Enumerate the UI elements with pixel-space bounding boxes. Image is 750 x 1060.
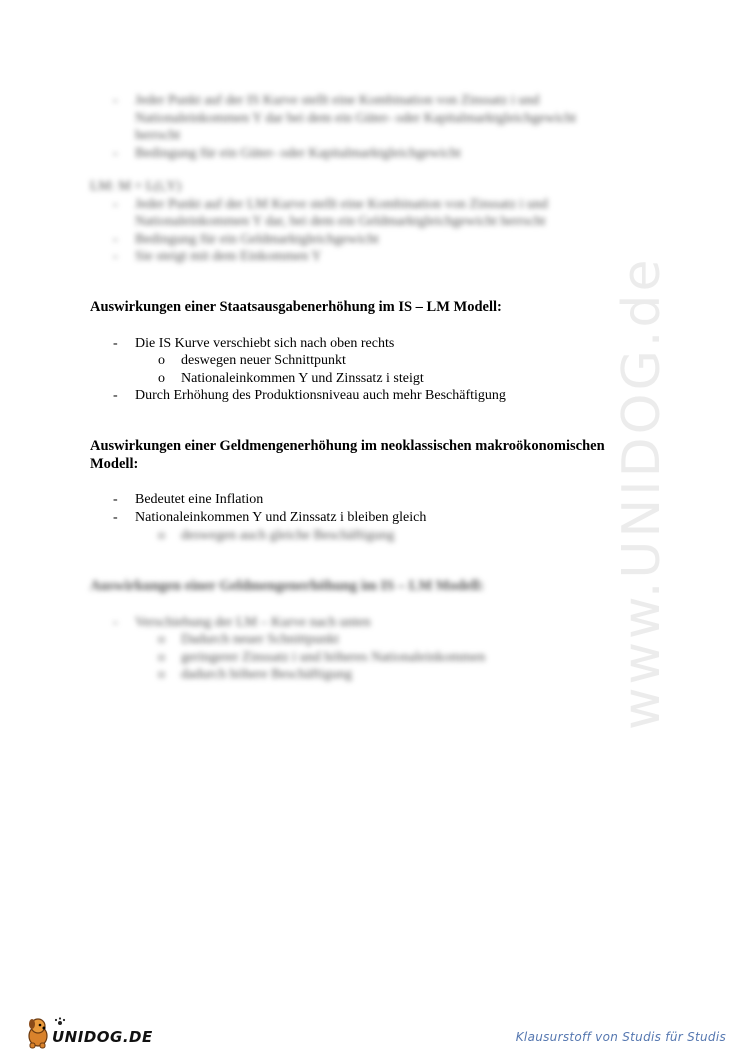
circle-marker: o [158, 667, 165, 682]
circle-marker: o [158, 371, 165, 386]
unidog-logo[interactable] [22, 1012, 162, 1052]
blurred-text-line: Jeder Punkt auf der IS Kurve stellt eine Kombination von Zinssatz i und [135, 93, 540, 108]
blurred-section-heading: Auswirkungen einer Geldmengenerhöhung im IS – LM Modell: [90, 578, 485, 594]
section-heading: Auswirkungen einer Staatsausgabenerhöhung im IS – LM Modell: [90, 299, 502, 315]
dash-marker: - [113, 249, 118, 264]
blurred-text-line: Sie steigt mit dem Einkommen Y [135, 249, 322, 264]
circle-marker: o [158, 353, 165, 368]
circle-marker: o [158, 632, 165, 647]
dash-marker: - [113, 388, 118, 403]
bullet-text: Durch Erhöhung des Produktionsniveau auch mehr Beschäftigung [135, 388, 506, 403]
blurred-text-line: Nationaleinkommen Y dar bei dem ein Güter- oder Kapitalmarktgleichgewicht [135, 111, 577, 126]
watermark [612, 256, 750, 780]
dash-marker: - [113, 232, 118, 247]
watermark-text: www.UNIDOG.de [612, 256, 672, 730]
dash-marker: - [113, 615, 118, 630]
circle-marker: o [158, 528, 165, 543]
sub-bullet-text: deswegen neuer Schnittpunkt [181, 353, 346, 368]
blurred-text-line: Bedingung für ein Geldmarktgleichgewicht [135, 232, 379, 247]
section-heading-line2: Modell: [90, 456, 139, 472]
dash-marker: - [113, 492, 118, 507]
bullet-text: Die IS Kurve verschiebt sich nach oben rechts [135, 336, 395, 351]
dash-marker: - [113, 146, 118, 161]
blurred-sub-bullet-text: dadurch höhere Beschäftigung [181, 667, 353, 682]
section-heading-line1: Auswirkungen einer Geldmengenerhöhung im neoklassischen makroökonomischen [90, 438, 605, 454]
footer-tagline: Klausurstoff von Studis für Studis [515, 1030, 726, 1044]
blurred-text-line: Jeder Punkt auf der LM Kurve stellt eine Kombination von Zinssatz i und [135, 197, 548, 212]
blurred-sub-bullet-text: Dadurch neuer Schnittpunkt [181, 632, 339, 647]
blurred-text-line: Nationaleinkommen Y dar, bei dem ein Geldmarktgleichgewicht herrscht [135, 214, 546, 229]
bullet-text: Bedeutet eine Inflation [135, 492, 264, 507]
blurred-text-line: Bedingung für ein Güter- oder Kapitalmarktgleichgewicht [135, 146, 461, 161]
blurred-text-line: herrscht [135, 128, 181, 143]
circle-marker: o [158, 650, 165, 665]
dash-marker: - [113, 336, 118, 351]
blurred-sub-bullet-text: geringerer Zinssatz i und höheres Nationaleinkommen [181, 650, 486, 665]
bullet-text: Nationaleinkommen Y und Zinssatz i bleiben gleich [135, 510, 427, 525]
sub-bullet-text: Nationaleinkommen Y und Zinssatz i steigt [181, 371, 424, 386]
blurred-lm-label: LM: M = L(i,Y) [90, 179, 182, 194]
logo-text: UNIDOG.DE [52, 1028, 153, 1046]
dash-marker: - [113, 510, 118, 525]
dash-marker: - [113, 197, 118, 212]
dash-marker: - [113, 93, 118, 108]
blurred-sub-bullet-text: deswegen auch gleiche Beschäftigung [181, 528, 395, 543]
blurred-bullet-text: Verschiebung der LM – Kurve nach unten [135, 615, 371, 630]
